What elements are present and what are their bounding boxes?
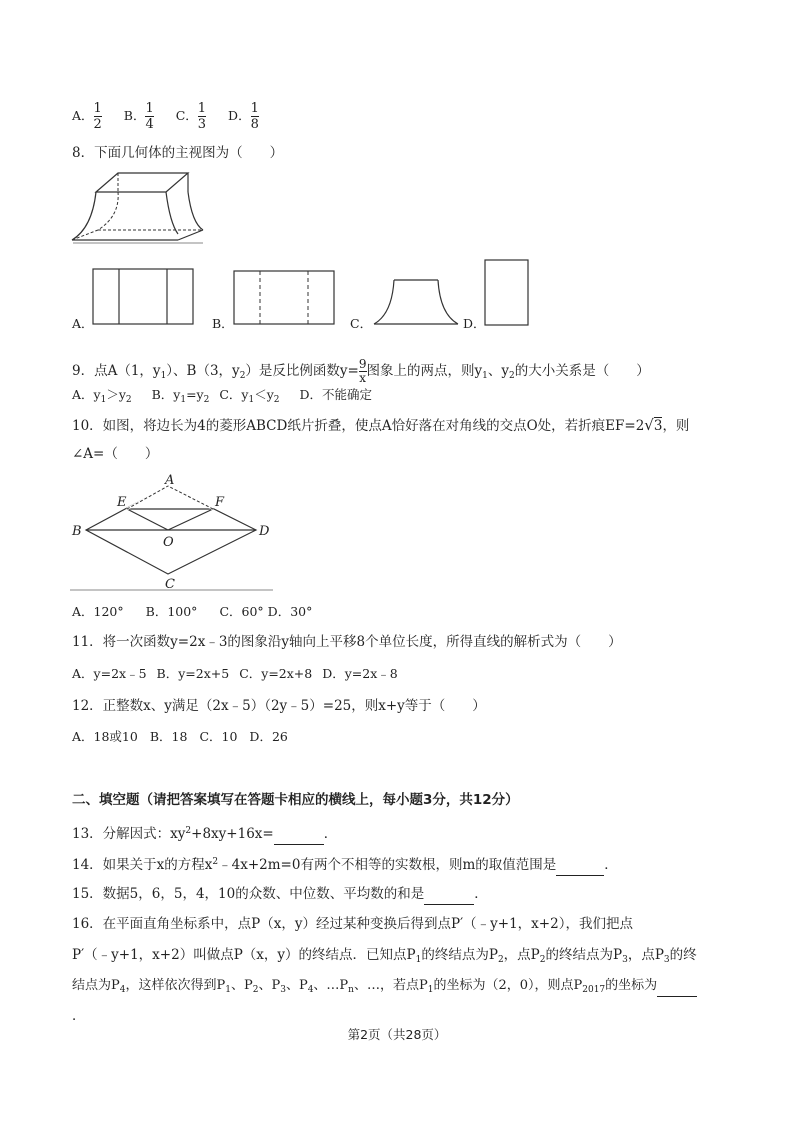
q7-option-d: D． $\frac{1}{8}$ [228,101,259,132]
q7-option-a: A． $\frac{1}{2}$ [72,101,102,132]
label-c: C [165,577,175,592]
q8-option-a-view [92,268,194,326]
q11-options [72,665,398,683]
sqrt-symbol: √ [644,416,654,434]
q11-option-c: C．y=2x+8 [239,666,313,681]
answer-blank[interactable] [274,824,324,845]
q9-options [72,386,372,409]
q10-option-d: D．30° [267,604,313,619]
page-footer: 第2页（共28页） [347,1027,447,1042]
label-d: D [259,524,270,539]
label-a: A [165,473,175,488]
q8-solid-figure [68,168,208,250]
q12-option-c: C．10 [199,729,238,744]
q9-option-b: B．$y_1=y_2$ [151,387,210,405]
q8-option-b-view [233,270,335,326]
q15-stem: 15．数据5，6，5，4，10的众数、中位数、平均数的和是 ． [72,884,488,905]
q11-option-d: D．y=2x﹣8 [322,666,398,681]
q9-stem: 9．点A（1，$y_1$）、B（3，$y_2$）是反比例函数y= $\frac{9}{x}$ 图象上的两点，则$y_1$、$y_2$的大小关系是（ ） [72,357,650,385]
q8-option-c-view [370,278,462,326]
q16-line1: 16．在平面直角坐标系中，点P（x，y）经过某种变换后得到点P′（﹣y+1，x+2），我们把点 [72,916,633,932]
fraction: $\frac{1}{4}$ [145,101,154,132]
q7-option-b: B． $\frac{1}{4}$ [123,101,154,132]
fraction: $\frac{1}{2}$ [93,101,102,132]
label-f: F [215,495,225,510]
q9-option-c: C．$y_1<y_2$ [219,387,280,405]
q9-option-a: A．$y_1>y_2$ [72,387,132,405]
q16-line2: P′（﹣y+1，x+2）叫做点P（x，y）的终结点．已知点$P_1$的终结点为$P_2$，点$P_2$的终结点为$P_3$，点$P_3$的终 [72,947,697,965]
q10-option-b: B．100° [145,604,198,619]
q16-line4: ． [72,1008,86,1024]
q12-options [72,728,288,746]
q8-option-d-label: D． [463,316,486,331]
q8-option-d-view [484,259,530,327]
q9-option-d: D．不能确定 [299,387,372,402]
answer-blank[interactable] [657,976,697,997]
label-b: B [72,524,82,539]
q10-options [72,603,312,621]
q7-option-c: C． $\frac{1}{3}$ [175,101,207,132]
fraction: $\frac{1}{8}$ [250,101,259,132]
q12-option-a: A．18或10 [72,729,138,744]
answer-blank[interactable] [424,884,474,905]
q16-line3: 结点为$P_4$，这样依次得到$P_1$、$P_2$、$P_3$、$P_4$、$\dots P_n$、…，若点$P_1$的坐标为（2，0），则点$P_{2017}$的坐标为 [72,976,697,1000]
q13-stem: 13．分解因式：$xy^2+8xy+16x=$ ． [72,821,337,845]
q11-stem: 11．将一次函数y=2x﹣3的图象沿y轴向上平移8个单位长度，所得直线的解析式为（ ） [72,634,622,650]
q10-stem-line2: ∠A=（ ） [72,446,159,462]
fraction: $\frac{1}{3}$ [197,101,207,132]
q10-option-a: A．120° [72,604,124,619]
q12-option-b: B．18 [149,729,188,744]
q8-option-b-label: B． [212,316,234,331]
label-e: E [117,495,127,510]
q8-option-a-label: A． [72,316,94,331]
q12-option-d: D．26 [249,729,288,744]
q7-options [72,101,259,132]
fraction: $\frac{9}{x}$ [358,357,367,385]
q10-stem: 10．如图，将边长为4的菱形ABCD纸片折叠，使点A恰好落在对角线的交点O处，若折痕EF=2√3，则 [72,416,690,434]
q8-option-c-label: C． [350,316,373,331]
label-o: O [163,535,174,550]
q10-option-c: C．60° [219,604,264,619]
q11-option-b: B．y=2x+5 [156,666,230,681]
section-2-title: 二、填空题（请把答案填写在答题卡相应的横线上，每小题3分，共12分） [72,792,519,808]
answer-blank[interactable] [556,855,604,876]
q8-stem: 8．下面几何体的主视图为（ ） [72,145,284,161]
q14-stem: 14．如果关于x的方程$x^2﹣4x+2m=0$有两个不相等的实数根，则m的取值范围是 ． [72,852,618,876]
q11-option-a: A．y=2x﹣5 [72,666,147,681]
q12-stem: 12．正整数x、y满足（2x﹣5）（2y﹣5）=25，则x+y等于（ ） [72,698,486,714]
q10-rhombus-figure [68,472,278,594]
